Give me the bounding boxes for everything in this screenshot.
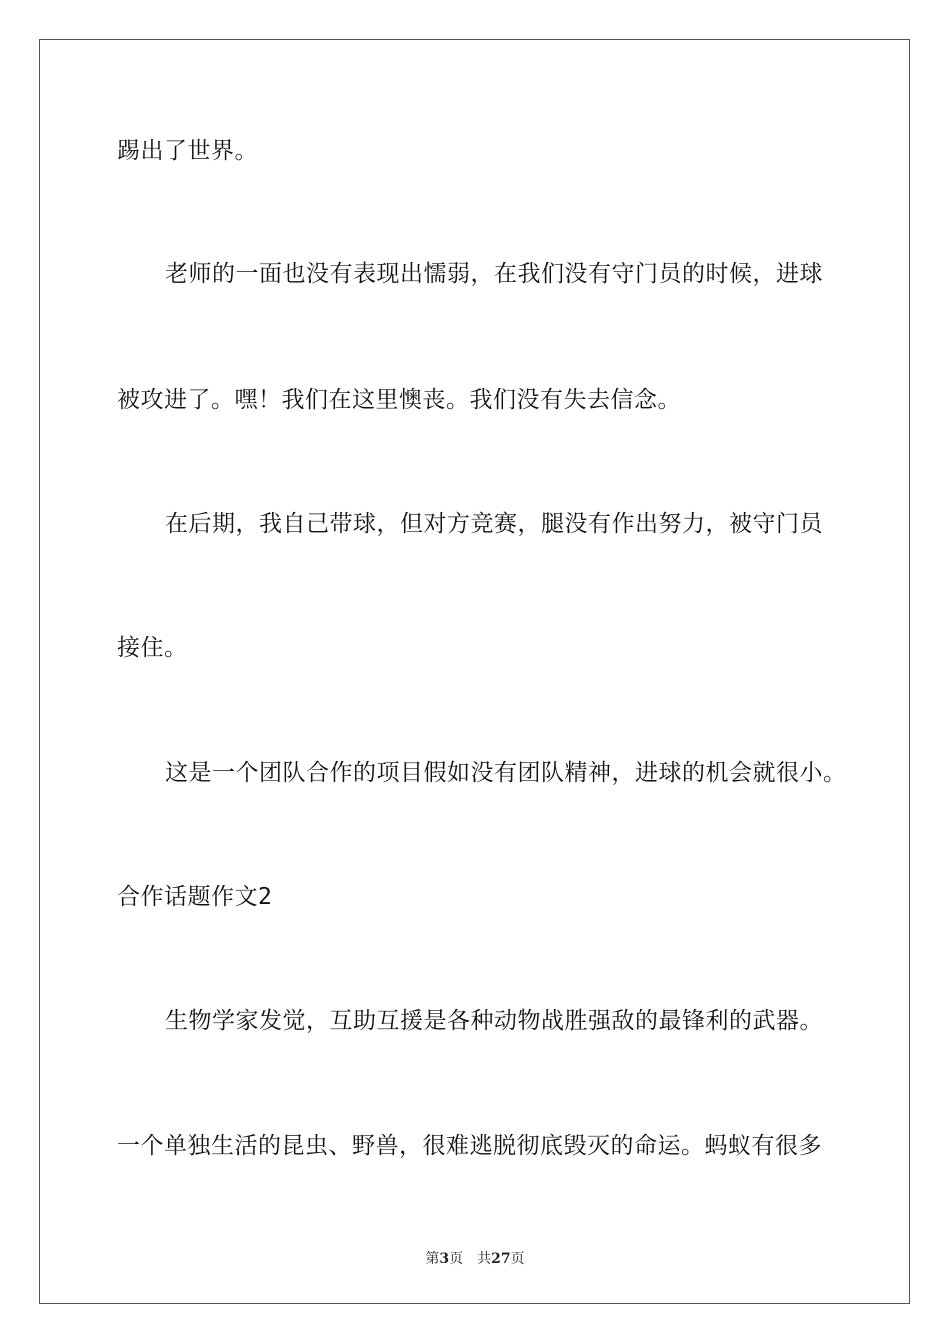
text-line-3: 被攻进了。嘿！我们在这里懊丧。我们没有失去信念。 xyxy=(117,387,681,413)
page-footer xyxy=(0,1248,950,1268)
footer-page-number: 3 xyxy=(439,1251,450,1267)
footer-total-prefix: 共 xyxy=(477,1251,492,1267)
text-line-4: 在后期，我自己带球，但对方竞赛，腿没有作出努力，被守门员 xyxy=(165,511,823,537)
text-line-6: 这是一个团队合作的项目假如没有团队精神，进球的机会就很小。 xyxy=(165,760,847,786)
footer-total-suffix: 页 xyxy=(510,1251,525,1267)
text-line-7: 生物学家发觉，互助互援是各种动物战胜强敌的最锋利的武器。 xyxy=(165,1008,823,1034)
text-line-1: 踢出了世界。 xyxy=(117,138,258,164)
text-line-8: 一个单独生活的昆虫、野兽，很难逃脱彻底毁灭的命运。蚂蚁有很多 xyxy=(117,1133,822,1159)
footer-total-pages: 27 xyxy=(491,1251,511,1267)
section-heading: 合作话题作文2 xyxy=(117,884,273,910)
text-line-5: 接住。 xyxy=(117,635,188,661)
footer-page-prefix: 第 xyxy=(425,1251,440,1267)
page-frame xyxy=(39,39,910,1304)
text-line-2: 老师的一面也没有表现出懦弱，在我们没有守门员的时候，进球 xyxy=(165,261,823,287)
footer-page-suffix: 页 xyxy=(449,1251,464,1267)
